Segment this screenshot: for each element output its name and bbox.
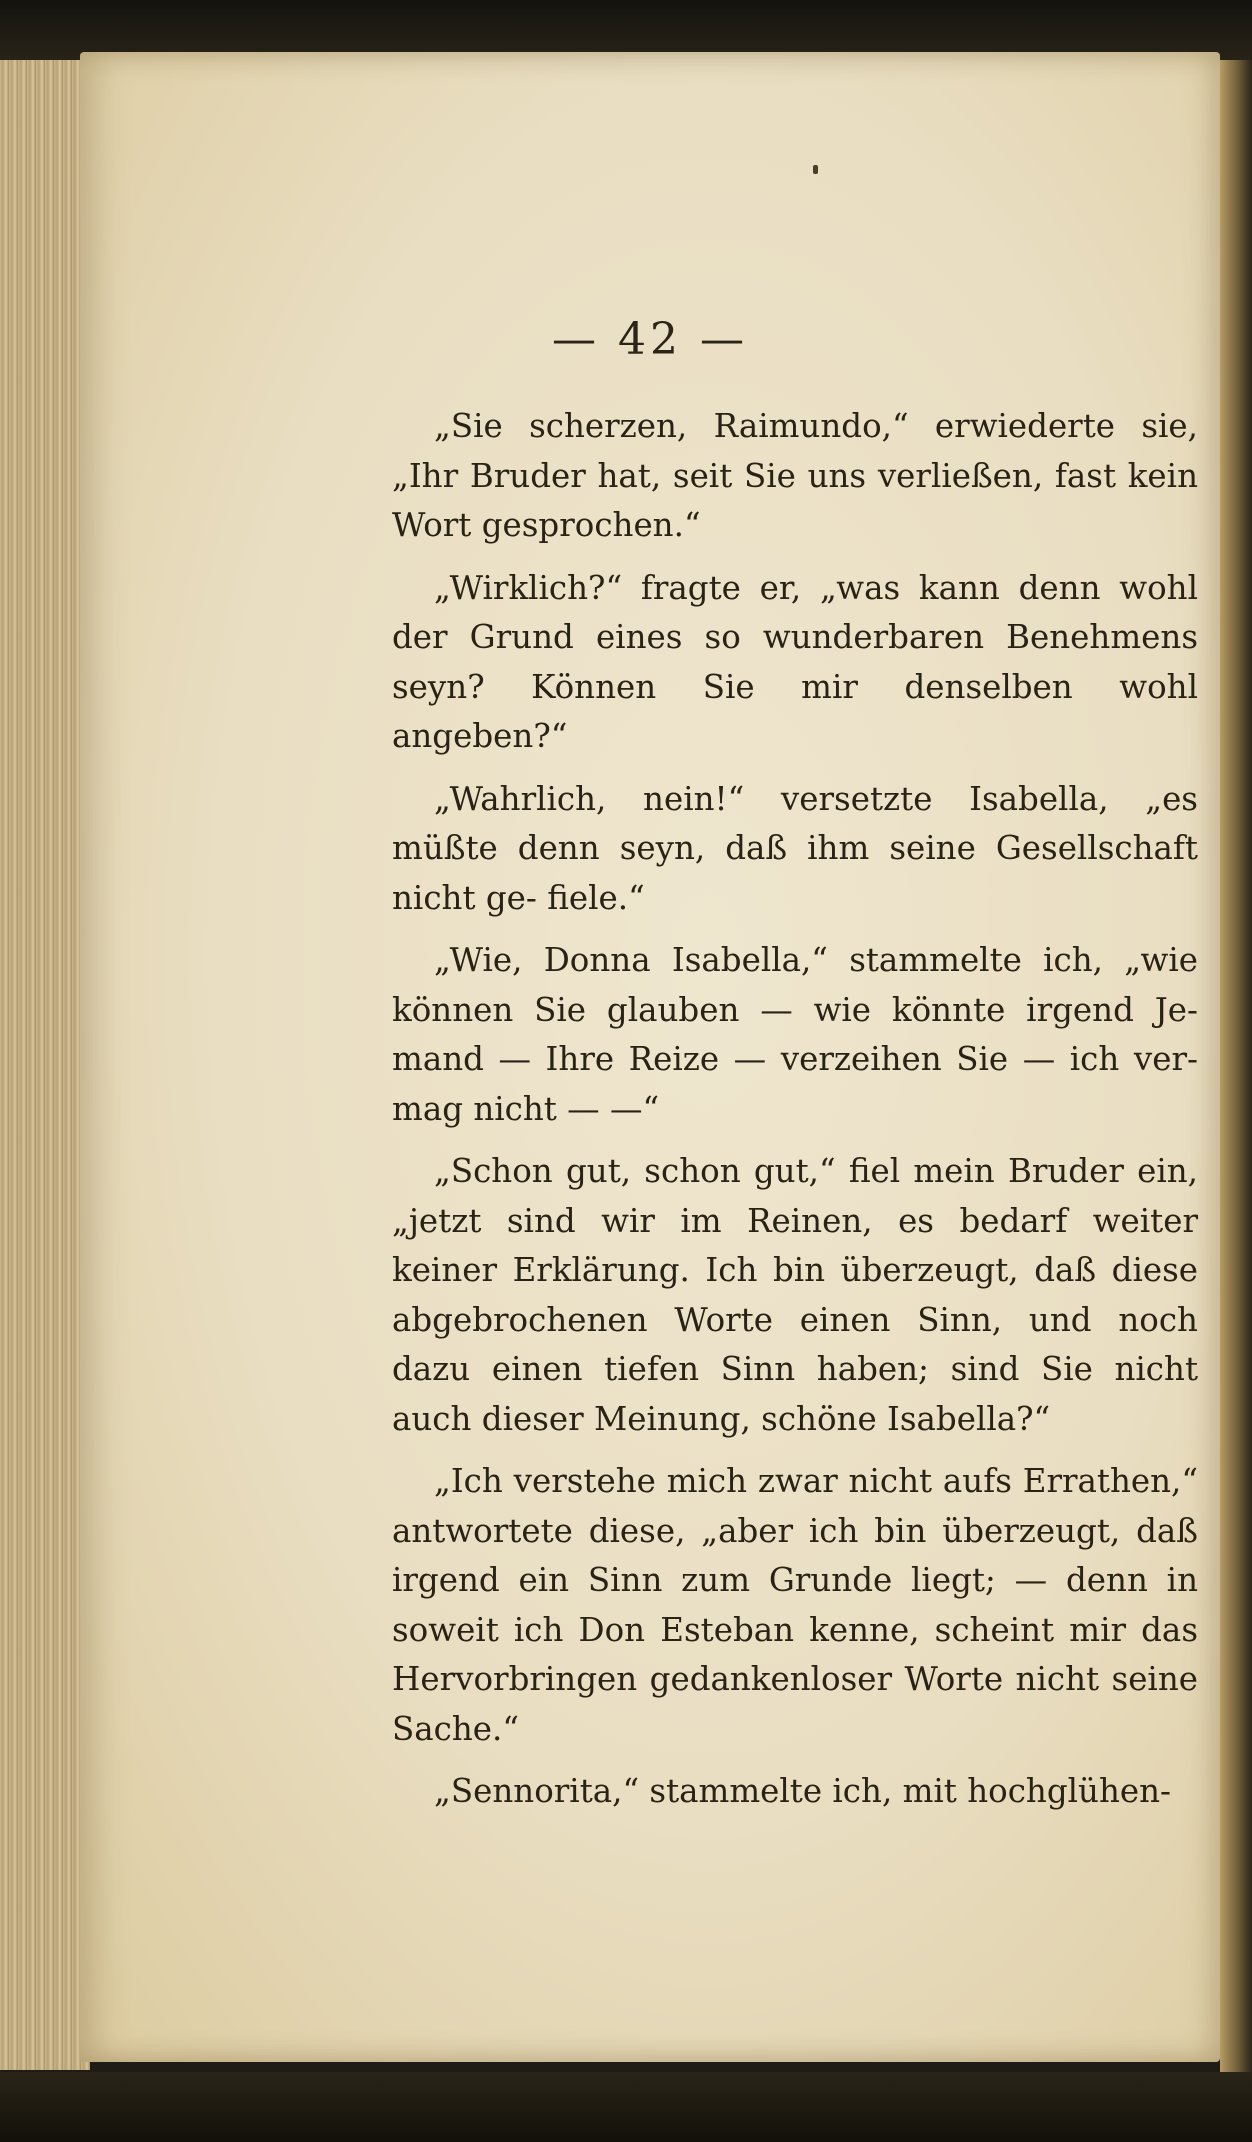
page-stack-edge <box>0 60 90 2070</box>
book-page <box>80 52 1220 2062</box>
paragraph: „Sennorita,“ stammelte ich, mit hochglühen- <box>434 1772 1172 1810</box>
page-right-edge <box>1220 60 1252 2072</box>
paragraph: „Schon gut, schon gut,“ fiel mein Bruder ein, „jetzt sind wir im Reinen, es bedarf weiter keiner Erklärung. Ich bin überzeugt, daß diese abgebrochenen Worte einen Sinn, und noch dazu einen tiefen Sinn haben; sind Sie nicht auch dieser Meinung, schöne Isabella?“ <box>392 1152 1198 1438</box>
paragraph: „Wahrlich, nein!“ versetzte Isabella, „es müßte denn seyn, daß ihm seine Gesellschaft nicht ge- fiele.“ <box>392 779 1198 917</box>
book-binding-bottom <box>0 2072 1252 2142</box>
ink-speck <box>813 165 818 174</box>
page-number: — 42 — <box>552 314 748 365</box>
paragraph: „Sie scherzen, Raimundo,“ erwiederte sie, „Ihr Bruder hat, seit Sie uns verließen, fast kein Wort gesprochen.“ <box>392 407 1198 544</box>
paragraph: „Wirklich?“ fragte er, „was kann denn wohl der Grund eines so wunderbaren Benehmens seyn? Können Sie mir denselben wohl angeben?“ <box>392 568 1198 755</box>
paragraph: „Wie, Donna Isabella,“ stammelte ich, „wie können Sie glauben — wie könnte irgend Je- mand — Ihre Reize — verzeihen Sie — ich ver- mag nicht — —“ <box>392 941 1198 1128</box>
paragraph: „Ich verstehe mich zwar nicht aufs Errathen,“ antwortete diese, „aber ich bin überzeugt, daß irgend ein Sinn zum Grunde liegt; — denn in soweit ich Don Esteban kenne, scheint mir das Hervorbringen gedankenloser Worte nicht seine Sache.“ <box>392 1462 1198 1748</box>
page-text <box>392 402 1198 1830</box>
